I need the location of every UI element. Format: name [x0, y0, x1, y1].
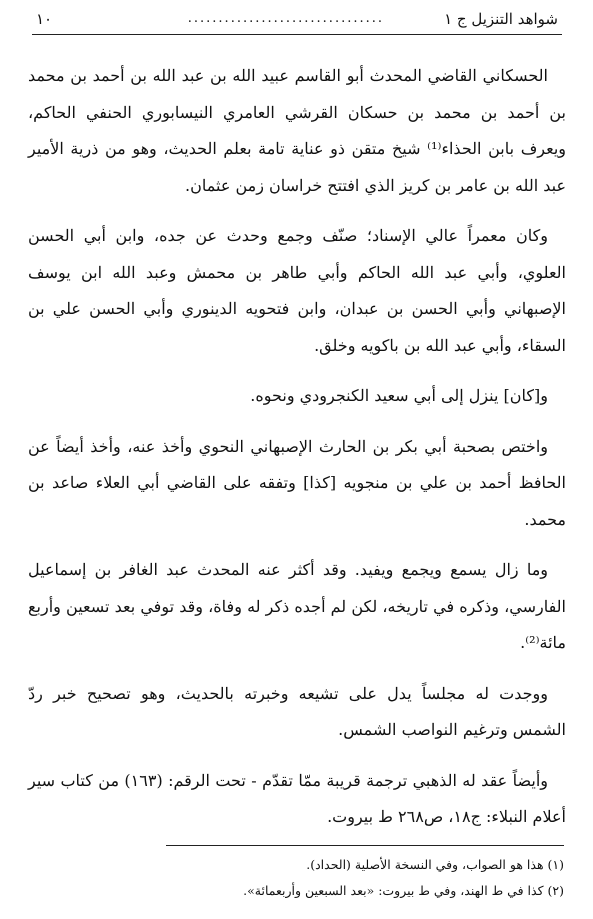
paragraph: واختص بصحبة أبي بكر بن الحارث الإصبهاني النحوي وأخذ عنه، وأخذ أيضاً عن الحافظ أحمد بن علي بن منجويه [كذا] وتفقه على القاضي أبي العلاء صاعد بن محمد. — [28, 436, 567, 529]
paragraph: الحسكاني القاضي المحدث أبو القاسم عبيد الله بن عبد الله بن أحمد بن محمد بن أحمد بن محمد بن حسكان القرشي العامري النيسابوري الحنفي الحاكم، ويعرف بابن الحذاء⁽¹⁾ شيخ متقن ذو عناية تامة بعلم الحديث، وهو من ذرية الأمير عبد الله بن عامر بن كريز الذي افتتح خراسان زمن عثمان. — [28, 66, 566, 195]
running-title: شواهد التنزيل ج ١ — [444, 10, 558, 28]
paragraph: ووجدت له مجلساً يدل على تشيعه وخبرته بالحديث، وهو تصحيح خبر ردّ الشمس وترغيم النواصب الشمس. — [28, 683, 566, 739]
body-text — [28, 58, 566, 843]
paragraph: و[كان] ينزل إلى أبي سعيد الكنجرودي ونحوه. — [250, 386, 548, 405]
running-header — [32, 6, 562, 32]
footnote-rule — [166, 845, 564, 846]
page-number: ١٠ — [36, 10, 53, 28]
footnotes — [150, 852, 564, 904]
paragraph: وما زال يسمع ويجمع ويفيد. وقد أكثر عنه المحدث عبد الغافر بن إسماعيل الفارسي، وذكره في تاريخه، لكن لم أجده ذكر له وفاة، وقد توفي بعد تسعين وأربع مائة⁽²⁾. — [28, 560, 566, 652]
paragraph: وأيضاً عقد له الذهبي ترجمة قريبة ممّا تقدّم - تحت الرقم: (١٦٣) من كتاب سير أعلام النبلاء: ج١٨، ص٢٦٨ ط بيروت. — [28, 770, 566, 826]
header-rule — [32, 34, 562, 35]
footnote: (١) هذا هو الصواب، وفي النسخة الأصلية (الحداد). — [306, 857, 564, 872]
leader-dots: ................................ — [187, 11, 384, 26]
footnote: (٢) كذا في ط الهند، وفي ط بيروت: «بعد السبعين وأربعمائة». — [243, 883, 564, 898]
paragraph: وكان معمراً عالي الإسناد؛ صنّف وجمع وحدث عن جده، وابن أبي الحسن العلوي، وأبي عبد الله الحاكم وأبي طاهر بن محمش وعبد الله ابن يوسف الإصبهاني وأبي الحسن بن عبدان، وابن فتحويه الدينوري وأبي الحسن علي بن السقاء، وأبي عبد الله بن باكويه وخلق. — [28, 226, 567, 355]
